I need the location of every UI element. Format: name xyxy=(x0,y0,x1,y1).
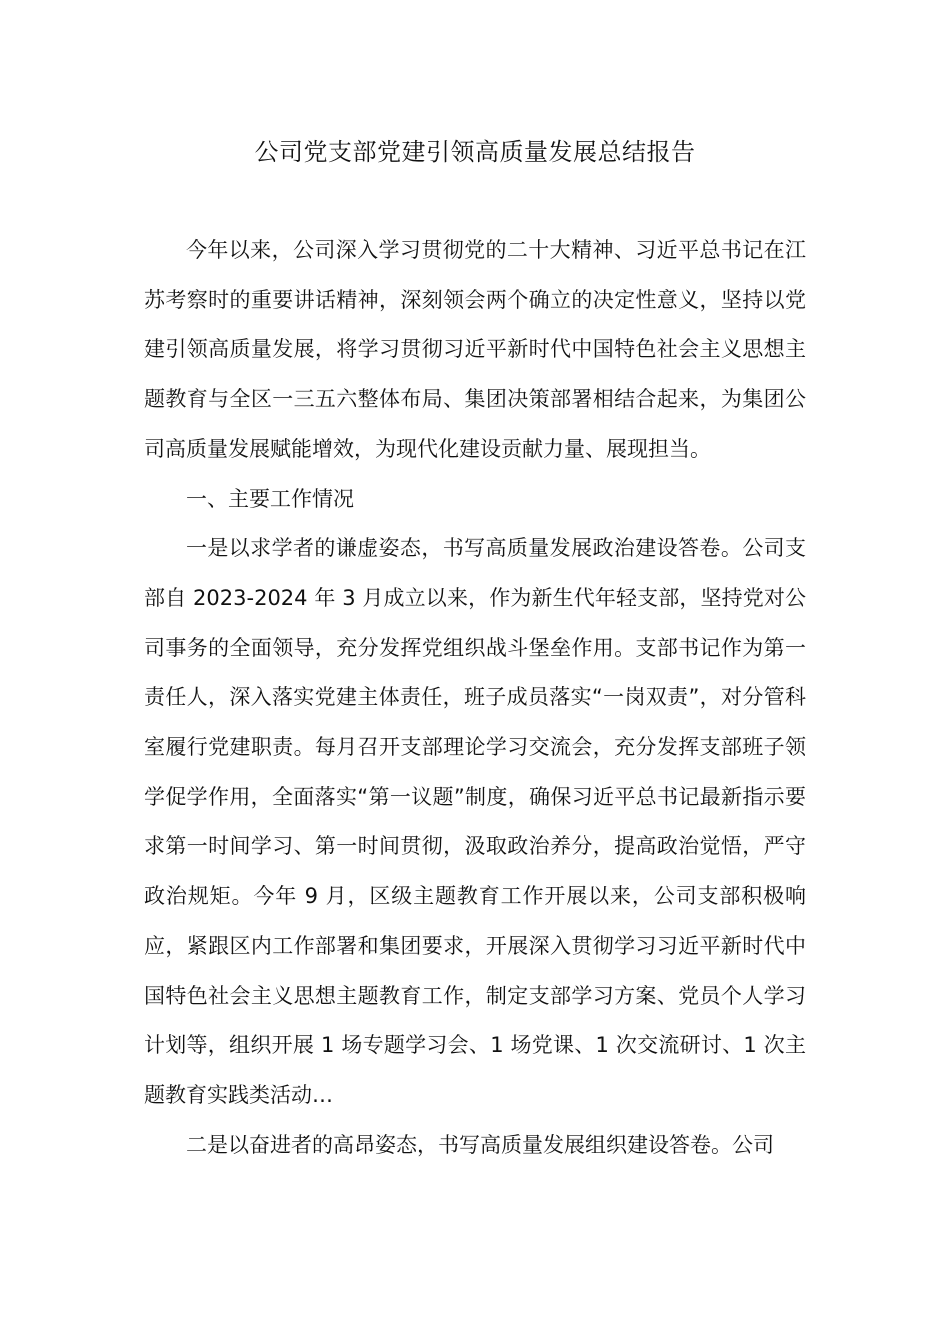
paragraph-organization-building: 二是以奋进者的高昂姿态，书写高质量发展组织建设答卷。公司 xyxy=(186,1132,774,1157)
paragraph-political-building: 一是以求学者的谦虚姿态，书写高质量发展政治建设答卷。公司支部自 2023-2024 年 3 月成立以来，作为新生代年轻支部，坚持党对公司事务的全面领导，充分发挥党组织战斗堡垒作用。支部书记作为第一责任人，深入落实党建主体责任，班子成员落实“一岗双责”，对分管科室履行党建职责。每月召开支部理论学习交流会，充分发挥支部班子领学促学作用，全面落实“第一议题”制度，确保习近平总书记最新指示要求第一时间学习、第一时间贯彻，汲取政治养分，提高政治觉悟，严守政治规矩。今年 9 月，区级主题教育工作开展以来，公司支部积极响应，紧跟区内工作部署和集团要求，开展深入贯彻学习习近平新时代中国特色社会主义思想主题教育工作，制定支部学习方案、党员个人学习计划等，组织开展 1 场专题学习会、1 场党课、1 次交流研讨、1 次主题教育实践类活动… xyxy=(144,536,806,1107)
intro-paragraph: 今年以来，公司深入学习贯彻党的二十大精神、习近平总书记在江苏考察时的重要讲话精神，深刻领会两个确立的决定性意义，坚持以党建引领高质量发展，将学习贯彻习近平新时代中国特色社会主义思想主题教育与全区一三五六整体布局、集团决策部署相结合起来，为集团公司高质量发展赋能增效，为现代化建设贡献力量、展现担当。 xyxy=(144,238,806,461)
document-title: 公司党支部党建引领高质量发展总结报告 xyxy=(254,138,696,166)
section-heading: 一、主要工作情况 xyxy=(186,486,354,511)
document-body xyxy=(144,226,806,1170)
